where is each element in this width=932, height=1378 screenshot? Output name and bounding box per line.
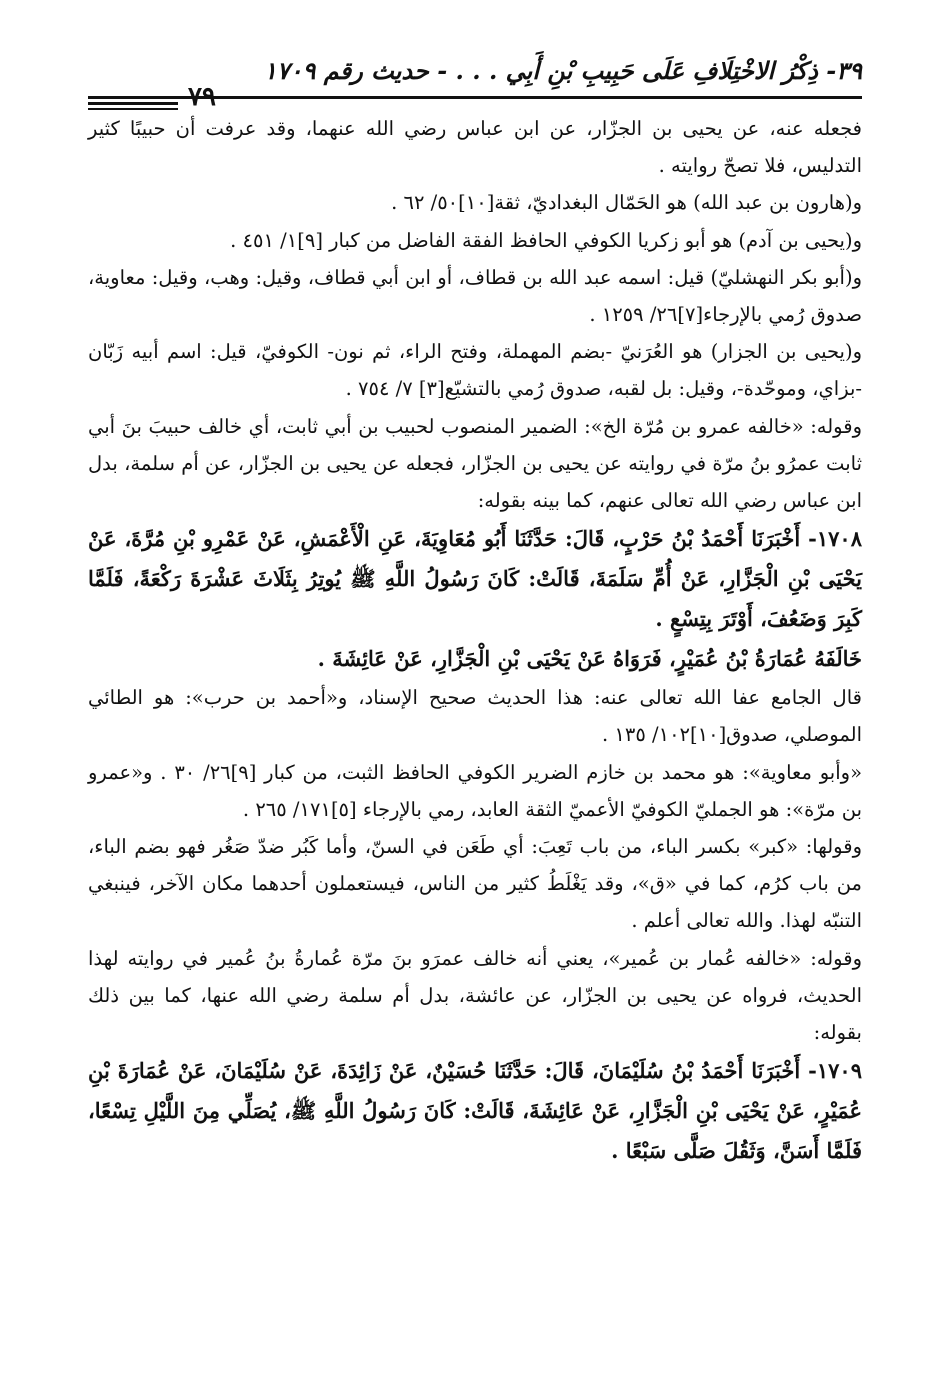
body-text <box>88 110 862 1171</box>
chapter-title: ٣٩- ذِكْرُ الاخْتِلَافِ عَلَى حَبِيبِ بْنِ أَبِي . . . - حديث رقم ١٧٠٩ <box>263 56 862 85</box>
hadith-text: ١٧٠٩- أَخْبَرَنَا أَحْمَدُ بْنُ سُلَيْمَانَ، قَالَ: حَدَّثَنَا حُسَيْنٌ، عَنْ زَائِدَةَ، عَنْ سُلَيْمَانَ، عَنْ عُمَارَةَ بْنِ عُمَيْرٍ، عَنْ يَحْيَى بْنِ الْجَزَّارِ، عَنْ عَائِشَةَ، قَالَتْ: كَانَ رَسُولُ اللَّهِ ﷺ، يُصَلِّي مِنَ اللَّيْلِ تِسْعًا، فَلَمَّا أَسَنَّ، وَثَقُلَ صَلَّى سَبْعًا . <box>88 1058 862 1164</box>
hadith-text: ١٧٠٨- أَخْبَرَنَا أَحْمَدُ بْنُ حَرْبٍ، قَالَ: حَدَّثَنَا أَبُو مُعَاوِيَةَ، عَنِ الْأَعْمَشِ، عَنْ عَمْرِو بْنِ مُرَّةَ، عَنْ يَحْيَى بْنِ الْجَزَّارِ، عَنْ أُمِّ سَلَمَةَ، قَالَتْ: كَانَ رَسُولُ اللَّهِ ﷺ يُوتِرُ بِثَلَاثَ عَشْرَةَ رَكْعَةً، فَلَمَّا كَبِرَ وَضَعُفَ، أَوْتَرَ بِتِسْعٍ . <box>88 526 862 632</box>
page-header <box>88 52 862 110</box>
page-number-rule-second <box>88 108 178 110</box>
paragraph: و(هارون بن عبد الله) هو الحَمّال البغداديّ، ثقة[١٠]٥٠/ ٦٢ . <box>391 191 862 215</box>
page-number-rule <box>88 102 178 105</box>
page-number: ٧٩ <box>188 82 216 112</box>
paragraph: وقوله: «خالفه عُمار بن عُمير»، يعني أنه خالف عمرَو بنَ مرّة عُمارةُ بنُ عُمير في روايته لهذا الحديث، فرواه عن يحيى بن الجزّار، عن عائشة، بدل أم سلمة رضي الله عنها، كما بين ذلك بقوله: <box>88 946 862 1045</box>
paragraph: وقوله: «خالفه عمرو بن مُرّة الخ»: الضمير المنصوب لحبيب بن أبي ثابت، أي خالف حبيبَ بنَ أبي ثابت عمرُو بنُ مرّة في روايته عن يحيى بن الجزّار، فجعله عن يحيى بن الجزّار، عن أم سلمة، بدل ابن عباس رضي الله تعالى عنهم، كما بينه بقوله: <box>88 414 862 513</box>
paragraph: و(يحيى بن آدم) هو أبو زكريا الكوفي الحافظ الفقة الفاضل من كبار [٩]١/ ٤٥١ . <box>230 228 862 252</box>
paragraph: وقولها: «كبر» بكسر الباء، من باب تَعِبَ: أي طَعَن في السنّ، وأما كَبُر ضدّ صَغُر فهو بضم الباء، من باب كرُم، كما في «ق»، وقد يَغْلَطُ كثير من الناس، فيستعملون أحدهما مكان الآخر، فينبغي التنبّه لهذا. والله تعالى أعلم . <box>88 835 862 933</box>
paragraph: فجعله عنه، عن يحيى بن الجزّار، عن ابن عباس رضي الله عنهما، وقد عرفت أن حبيبًا كثير التدليس، فلا تصحّ روايته . <box>88 117 862 178</box>
paragraph: «وأبو معاوية»: هو محمد بن خازم الضرير الكوفي الحافظ الثبت، من كبار [٩]٢٦/ ٣٠ . و«عمرو بن مرّة»: هو الجمليّ الكوفيّ الأعميّ الثقة العابد، رمي بالإرجاء [٥]١٧١/ ٢٦٥ . <box>88 760 862 821</box>
hadith-text: خَالَفَهُ عُمَارَةُ بْنُ عُمَيْرٍ، فَرَوَاهُ عَنْ يَحْيَى بْنِ الْجَزَّارِ، عَنْ عَائِشَةَ . <box>317 646 862 672</box>
paragraph: قال الجامع عفا الله تعالى عنه: هذا الحديث صحيح الإسناد، و«أحمد بن حرب»: هو الطائي الموصلي، صدوق[١٠]١٠٢/ ١٣٥ . <box>88 686 862 747</box>
paragraph: و(أبو بكر النهشليّ) قيل: اسمه عبد الله بن قطاف، أو ابن أبي قطاف، وقيل: وهب، وقيل: معاوية، صدوق رُمي بالإرجاء[٧]٢٦/ ١٢٥٩ . <box>88 265 862 327</box>
paragraph: و(يحيى بن الجزار) هو العُرَنيّ -بضم المهملة، وفتح الراء، ثم نون- الكوفيّ، قيل: اسم أبيه زَبّان -بزاي، وموحّدة-، وقيل: بل لقبه، صدوق رُمي بالتشيّع[٣] ٧/ ٧٥٤ . <box>88 340 862 401</box>
header-rule <box>88 96 862 99</box>
